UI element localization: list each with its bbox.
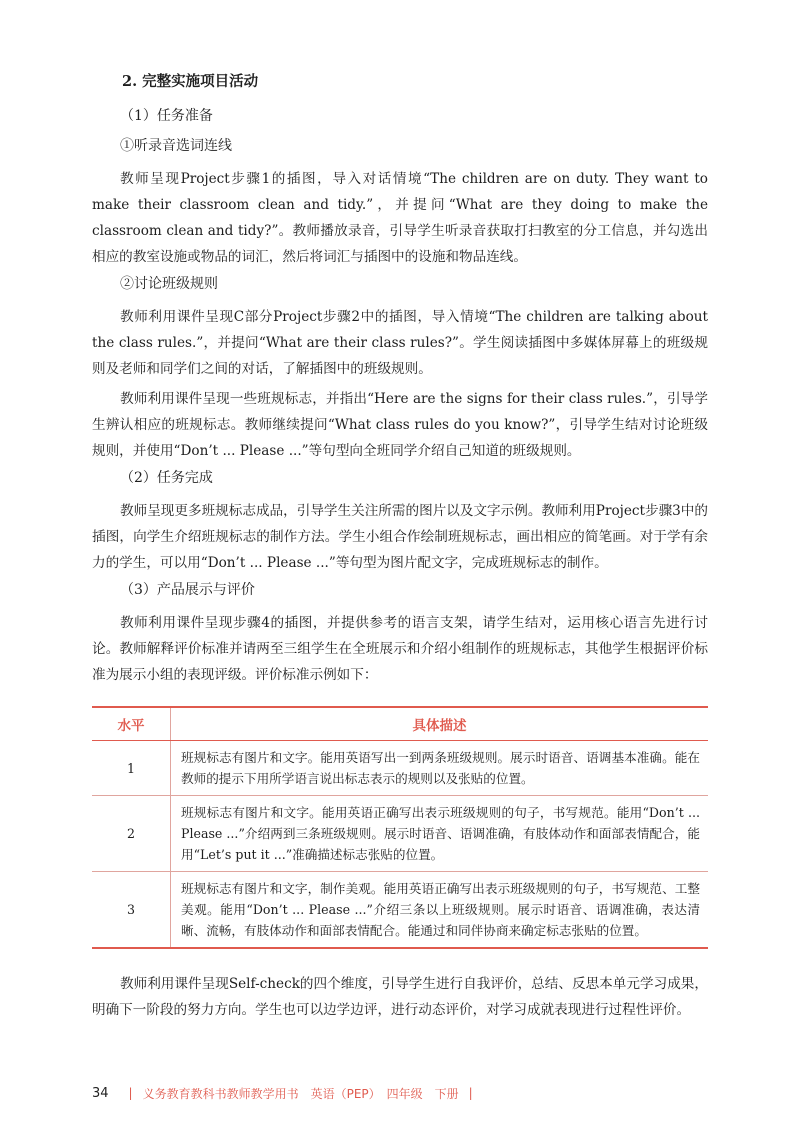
paragraph-3: 教师利用课件呈现一些班规标志，并指出“Here are the signs for their class rules.”，引导学生辨认相应的班规标志。教师继续提问“What class rules do you know?”，引导学生结对讨论班级规则，并使用“Don’t ... Please ...”等句型向全班同学介绍自己知道的班级规则。 <box>92 391 708 459</box>
description-cell: 班规标志有图片和文字。能用英语写出一到两条班级规则。展示时语音、语调基本准确。能在教师的提示下用所学语言说出标志表示的规则以及张贴的位置。 <box>181 750 700 786</box>
subheading-step2: ②讨论班级规则 <box>120 276 218 292</box>
header-level: 水平 <box>92 707 171 741</box>
evaluation-table <box>92 706 708 949</box>
table-row <box>92 872 708 949</box>
subheading-task-done: （2）任务完成 <box>120 470 213 486</box>
level-cell: 3 <box>92 872 171 949</box>
paragraph-6: 教师利用课件呈现Self-check的四个维度，引导学生进行自我评价，总结、反思本单元学习成果，明确下一阶段的努力方向。学生也可以边学边评，进行动态评价，对学习成就表现进行过程性评价。 <box>92 976 708 1018</box>
paragraph-1: 教师呈现Project步骤1的插图，导入对话情境“The children are on duty. They want to make their classroom clean and tidy.”，并提问“What are they doing to make the classroom clean and tidy?”。教师播放录音，引导学生听录音获取打扫教室的分工信息，并勾选出相应的教室设施或物品的词汇，然后将词汇与插图中的设施和物品连线。 <box>92 171 708 265</box>
section-heading: 2. 完整实施项目活动 <box>122 73 259 90</box>
page-number: 34 <box>92 1085 109 1101</box>
footer-divider: | <box>468 1086 473 1100</box>
subheading-task-prep: （1）任务准备 <box>120 108 213 124</box>
table-row <box>92 796 708 872</box>
subheading-show-eval: （3）产品展示与评价 <box>120 582 255 598</box>
subheading-step1: ①听录音选词连线 <box>120 138 232 154</box>
page-footer <box>92 1083 483 1103</box>
paragraph-4: 教师呈现更多班规标志成品，引导学生关注所需的图片以及文字示例。教师利用Project步骤3中的插图，向学生介绍班规标志的制作方法。学生小组合作绘制班规标志，画出相应的简笔画。对于学有余力的学生，可以用“Don’t ... Please ...”等句型为图片配文字，完成班规标志的制作。 <box>92 503 708 571</box>
level-cell: 2 <box>92 796 171 872</box>
paragraph-2: 教师利用课件呈现C部分Project步骤2中的插图，导入情境“The children are talking about the class rules.”，并提问“What are their class rules?”。学生阅读插图中多媒体屏幕上的班级规则及老师和同学们之间的对话，了解插图中的班级规则。 <box>92 309 708 377</box>
table-header-row <box>92 707 708 741</box>
page-content <box>92 72 708 1027</box>
level-cell: 1 <box>92 741 171 796</box>
description-cell: 班规标志有图片和文字，制作美观。能用英语正确写出表示班级规则的句子，书写规范、工整美观。能用“Don’t ... Please ...”介绍三条以上班级规则。展示时语音、语调准确，表达清晰、流畅，有肢体动作和面部表情配合。能通过和同伴协商来确定标志张贴的位置。 <box>171 872 709 949</box>
paragraph-5: 教师利用课件呈现步骤4的插图，并提供参考的语言支架，请学生结对，运用核心语言先进行讨论。教师解释评价标准并请两至三组学生在全班展示和介绍小组制作的班规标志，其他学生根据评价标准为展示小组的表现评级。评价标准示例如下： <box>92 615 708 683</box>
book-title: 义务教育教科书教师教学用书 英语（PEP） 四年级 下册 <box>142 1086 459 1101</box>
table-row <box>92 741 708 796</box>
description-cell: 班规标志有图片和文字。能用英语正确写出表示班级规则的句子，书写规范。能用“Don’t ... Please ...”介绍两到三条班级规则。展示时语音、语调准确，有肢体动作和面部表情配合，能用“Let’s put it ...”准确描述标志张贴的位置。 <box>171 796 709 872</box>
header-description: 具体描述 <box>171 707 709 741</box>
footer-divider: | <box>128 1086 133 1100</box>
